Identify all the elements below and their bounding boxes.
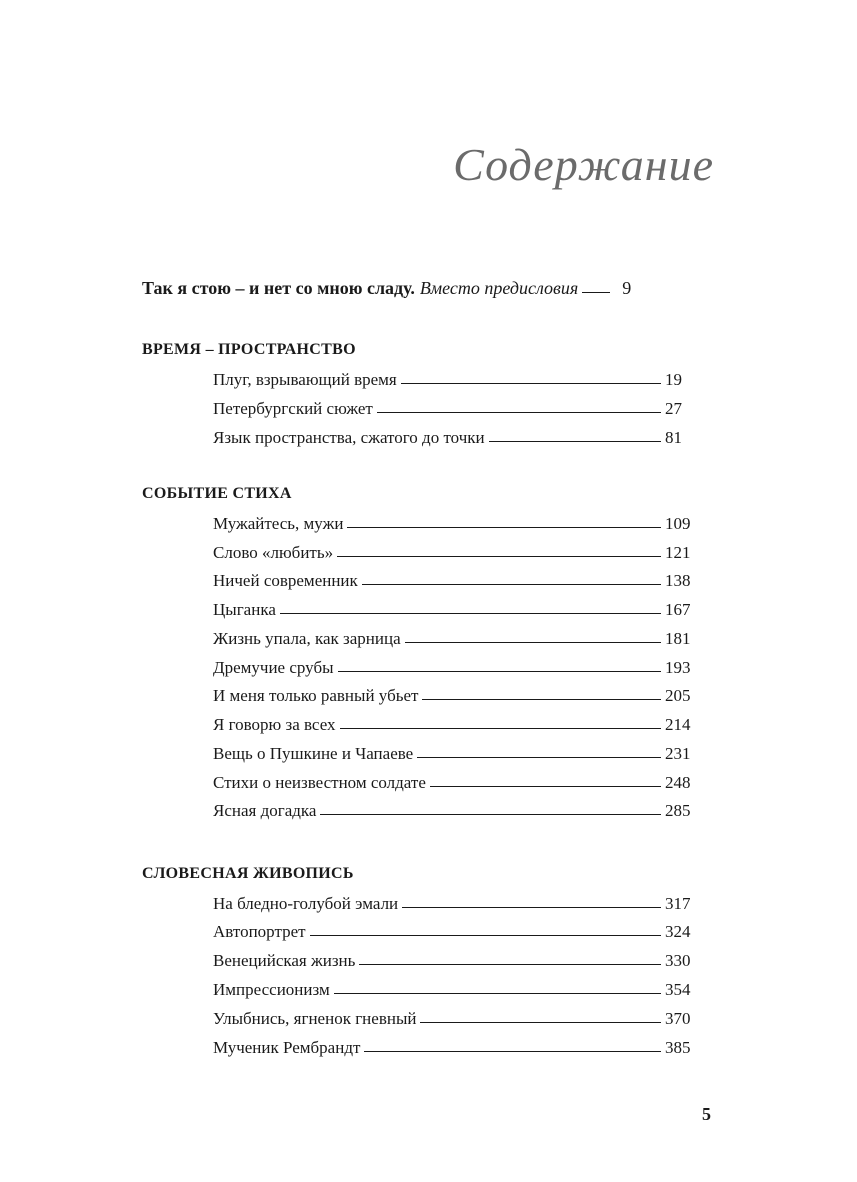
toc-entry [213, 397, 703, 421]
toc-entry [213, 426, 703, 450]
toc-entry [213, 799, 703, 823]
page-ref: 19 [665, 370, 682, 389]
page-ref: 27 [665, 399, 682, 418]
dot-leader [337, 540, 661, 557]
toc-entry [213, 598, 703, 622]
entry-title: Вещь о Пушкине и Чапаеве [213, 744, 414, 763]
page-title: Содержание [453, 139, 714, 190]
entry-title: Стихи о неизвестном солдате [213, 773, 426, 792]
entry-title: На бледно-голубой эмали [213, 894, 399, 913]
entry-title: Мужайтесь, мужи [213, 514, 344, 533]
page-ref: 193 [665, 658, 691, 677]
toc-entry [213, 978, 703, 1002]
toc-entry [213, 713, 703, 737]
toc-entry [213, 1007, 703, 1031]
dot-leader [422, 683, 661, 700]
dot-leader [417, 741, 661, 758]
section-heading: СОБЫТИЕ СТИХА [142, 485, 292, 502]
page-ref: 205 [665, 686, 691, 705]
dot-leader [359, 948, 661, 965]
section-heading: СЛОВЕСНАЯ ЖИВОПИСЬ [142, 865, 354, 882]
entry-title: Венецийская жизнь [213, 951, 356, 970]
entry-title: Жизнь упала, как зарница [213, 629, 401, 648]
preface-title: Так я стою – и нет со мною сладу. [142, 278, 415, 298]
dot-leader [334, 977, 661, 994]
entry-title: И меня только равный убьет [213, 686, 419, 705]
dot-leader [405, 626, 661, 643]
page-ref: 330 [665, 951, 691, 970]
entry-title: Я говорю за всех [213, 715, 336, 734]
toc-entry [213, 627, 703, 651]
entry-title: Петербургский сюжет [213, 399, 373, 418]
toc-entry [213, 512, 703, 536]
page-ref: 214 [665, 715, 691, 734]
entry-title: Цыганка [213, 600, 276, 619]
page-number: 5 [702, 1104, 711, 1124]
dot-leader [489, 425, 661, 442]
section-heading: ВРЕМЯ – ПРОСТРАНСТВО [142, 341, 356, 358]
page-ref: 324 [665, 922, 691, 941]
page-ref: 285 [665, 801, 691, 820]
page-ref: 181 [665, 629, 691, 648]
entry-title: Дремучие срубы [213, 658, 334, 677]
page-ref: 354 [665, 980, 691, 999]
page-ref: 317 [665, 894, 691, 913]
entry-title: Ясная догадка [213, 801, 317, 820]
page-ref: 385 [665, 1038, 691, 1057]
dot-leader [402, 891, 661, 908]
dot-leader [401, 367, 661, 384]
page-ref: 9 [622, 278, 632, 298]
toc-entry [213, 892, 703, 916]
toc-entry [213, 368, 703, 392]
dot-leader [420, 1006, 661, 1023]
page-ref: 167 [665, 600, 691, 619]
page-ref: 81 [665, 428, 682, 447]
entry-title: Импрессионизм [213, 980, 330, 999]
toc-entry [213, 656, 703, 680]
entry-title: Язык пространства, сжатого до точки [213, 428, 485, 447]
toc-entry [213, 742, 703, 766]
page-ref: 109 [665, 514, 691, 533]
entry-title: Улыбнись, ягненок гневный [213, 1009, 417, 1028]
dot-leader [377, 396, 661, 413]
entry-title: Автопортрет [213, 922, 306, 941]
dot-leader [430, 770, 661, 787]
toc-entry [213, 771, 703, 795]
dot-leader [338, 655, 661, 672]
page-ref: 248 [665, 773, 691, 792]
page-ref: 370 [665, 1009, 691, 1028]
page-ref: 121 [665, 543, 691, 562]
page-ref: 138 [665, 571, 691, 590]
entry-title: Ничей современник [213, 571, 358, 590]
dot-leader [362, 568, 661, 585]
preface-subtitle: Вместо предисловия [419, 278, 579, 298]
dot-leader [582, 276, 610, 293]
toc-entry [213, 684, 703, 708]
entry-title: Мученик Рембрандт [213, 1038, 361, 1057]
entry-title: Плуг, взрывающий время [213, 370, 397, 389]
dot-leader [310, 919, 661, 936]
page-ref: 231 [665, 744, 691, 763]
dot-leader [340, 712, 661, 729]
dot-leader [364, 1035, 661, 1052]
toc-entry [213, 949, 703, 973]
dot-leader [280, 597, 661, 614]
toc-entry-preface [142, 276, 703, 300]
toc-entry [213, 920, 703, 944]
dot-leader [320, 798, 661, 815]
toc-entry [213, 569, 703, 593]
toc-entry [213, 1036, 703, 1060]
entry-title: Слово «любить» [213, 543, 334, 562]
toc-entry [213, 541, 703, 565]
dot-leader [347, 511, 661, 528]
